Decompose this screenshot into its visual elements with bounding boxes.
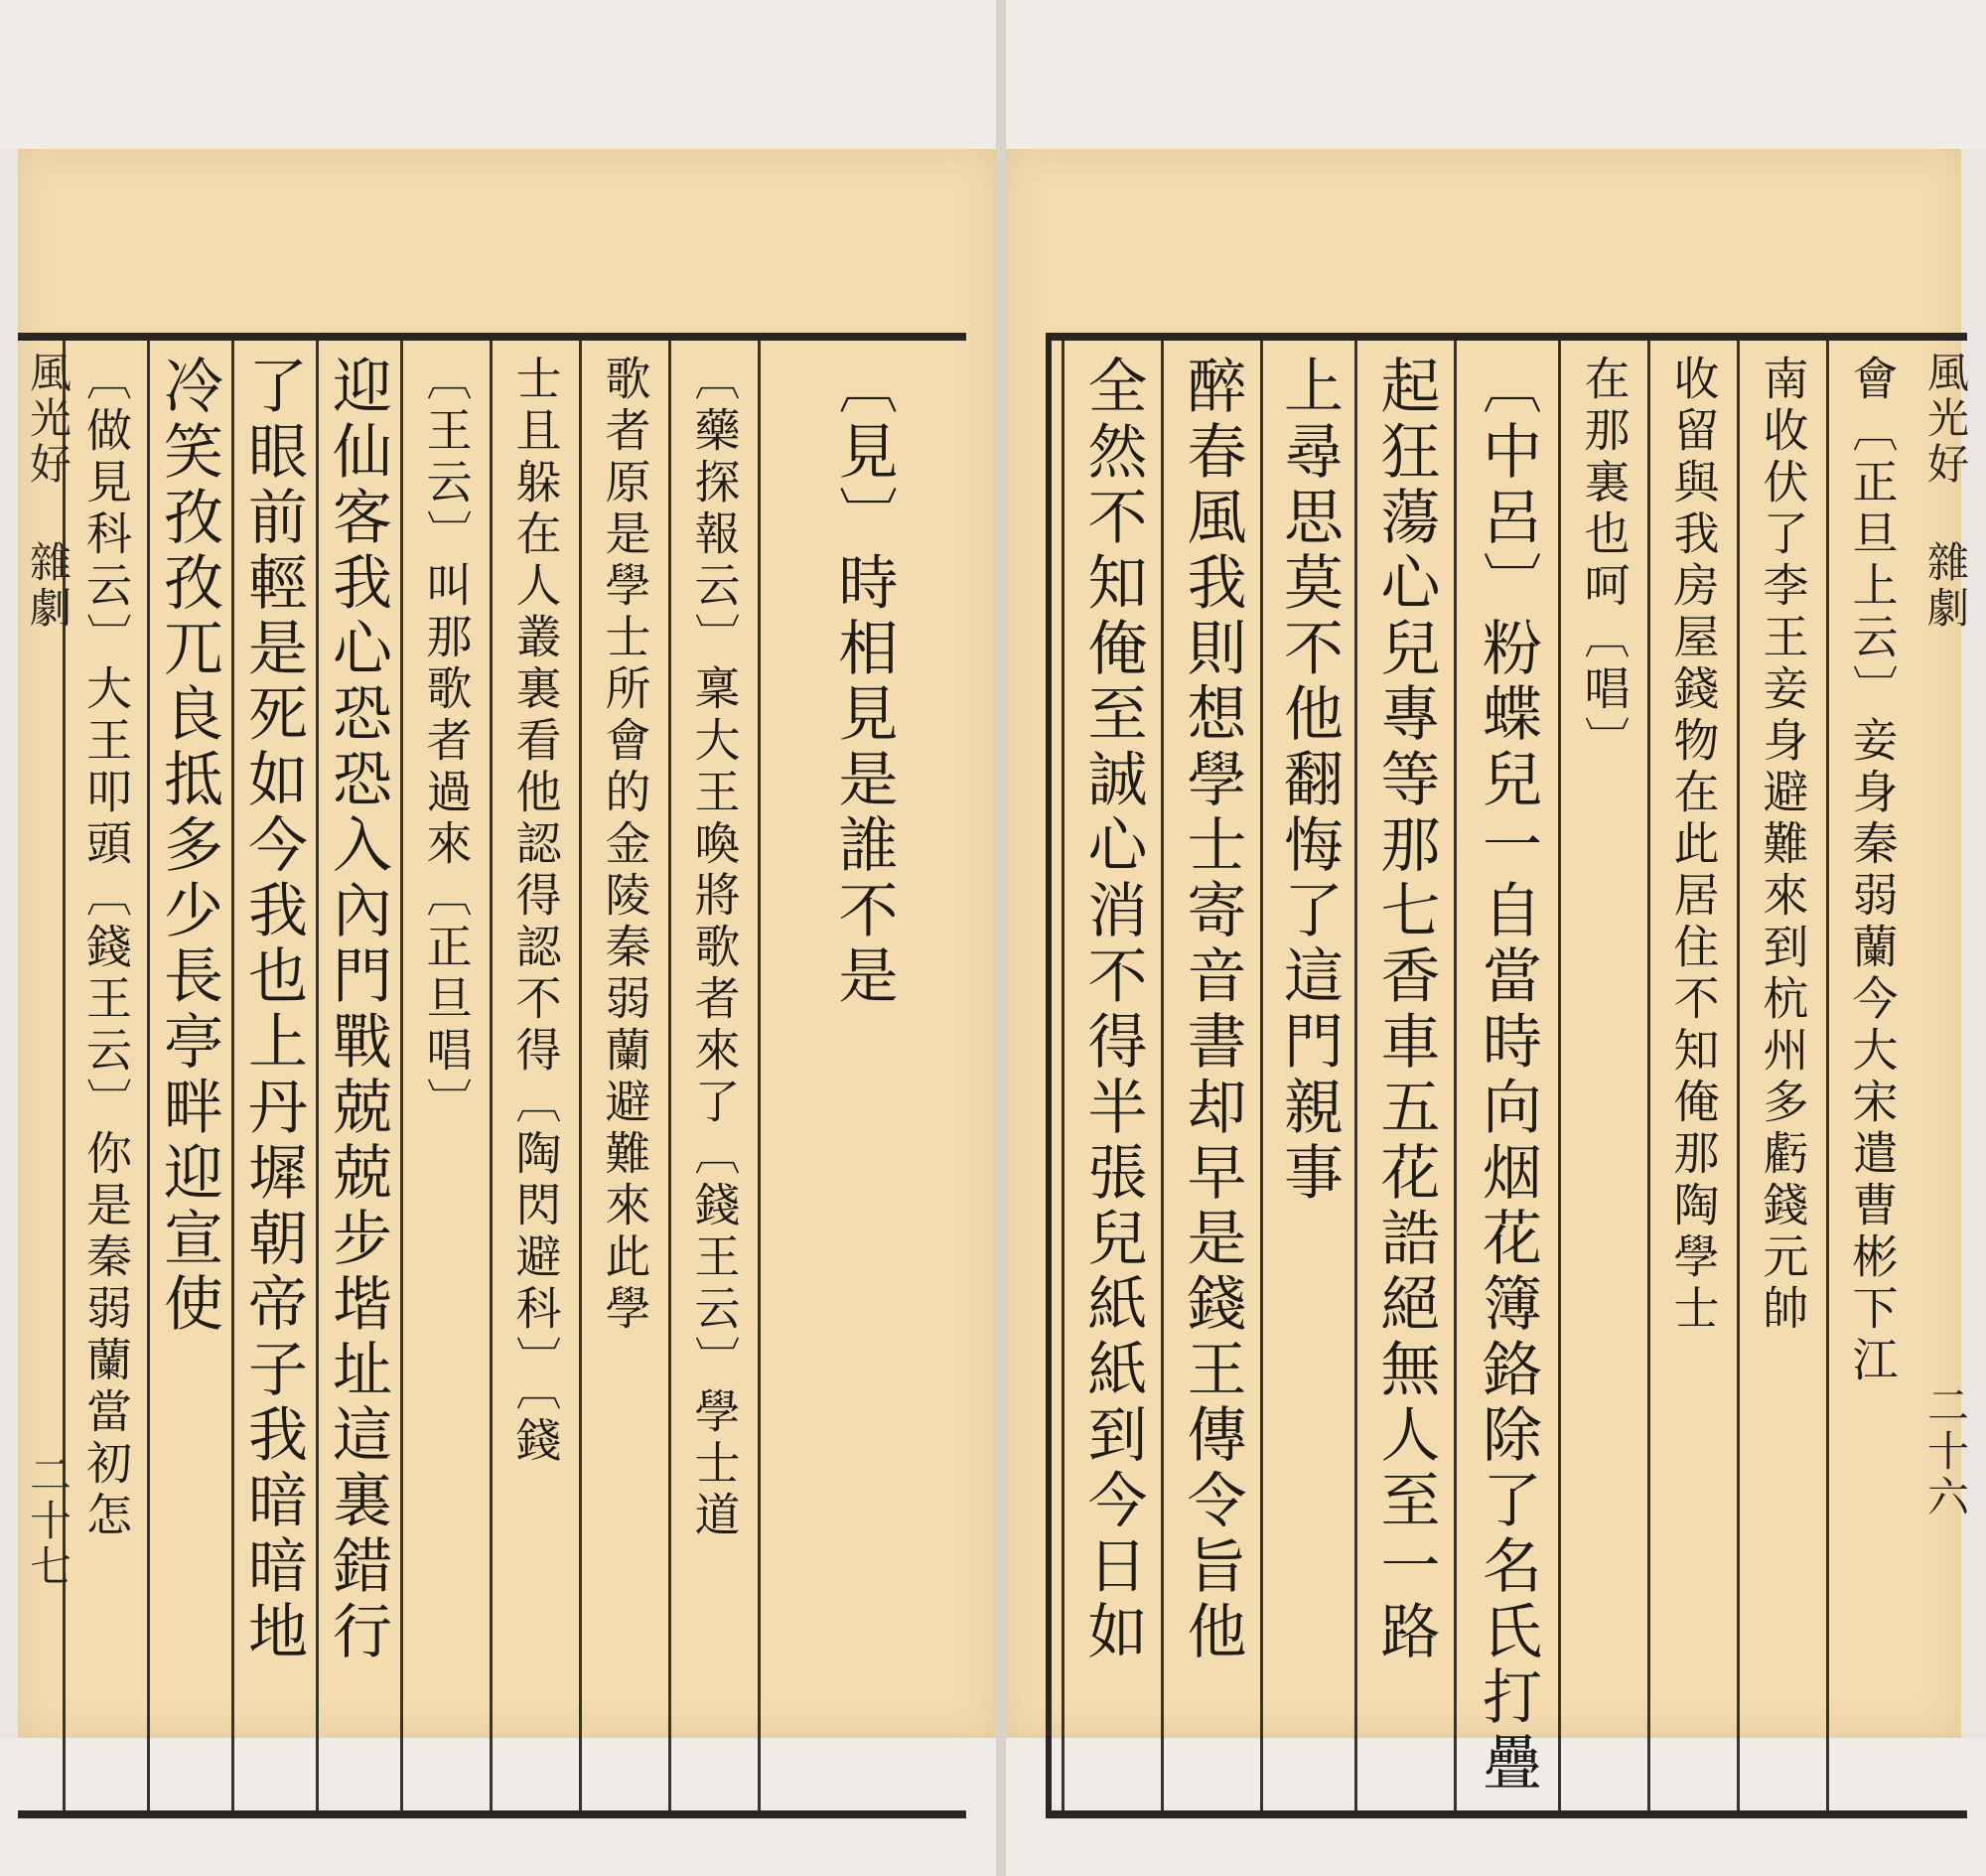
text-column [1454, 341, 1558, 1810]
text-column [1737, 341, 1826, 1810]
column-text: 收留與我房屋錢物在此居住不知俺那陶學士 [1666, 355, 1721, 1336]
text-column [1647, 341, 1737, 1810]
column-text: 在那裏也呵〔唱〕 [1577, 355, 1631, 768]
text-column [1558, 341, 1647, 1810]
text-column [316, 341, 400, 1810]
column-text: 會〔正旦上云〕妾身秦弱蘭今大宋遣曹彬下江 [1845, 355, 1900, 1387]
column-text: 〔藥探報云〕稟大王喚將歌者來了〔錢王云〕學士道 [687, 355, 742, 1542]
column-text: 全然不知俺至誠心消不得半張兒紙紙到今日如 [1077, 355, 1148, 1665]
text-column [758, 341, 966, 1810]
column-text: 冷笑孜孜兀良抵多少長亭畔迎宣使 [154, 355, 223, 1338]
text-column [147, 341, 231, 1810]
right-page-frame [1046, 333, 1970, 1818]
folio-number: 二十六 [1921, 1383, 1970, 1520]
left-page [18, 149, 996, 1738]
text-column [231, 341, 316, 1810]
margin-title: 風光好 雜劇 [24, 351, 72, 632]
text-column [400, 341, 490, 1810]
text-column [1062, 341, 1161, 1810]
column-text: 醉春風我則想學士寄音書却早是錢王傳令旨他 [1177, 355, 1247, 1665]
scan-background-top [0, 0, 1986, 149]
text-column [668, 341, 758, 1810]
text-column [1826, 341, 1915, 1810]
column-text: 起狂蕩心兒專等那七香車五花誥絕無人至一路 [1370, 355, 1441, 1665]
left-page-frame [18, 333, 966, 1818]
column-text: 南收伏了李王妾身避難來到杭州多虧錢元帥 [1756, 355, 1810, 1336]
column-text: 〔見〕時相見是誰不是 [828, 355, 899, 1010]
text-column [1260, 341, 1354, 1810]
column-text: 迎仙客我心恐恐入內門戰兢兢步堦址這裏錯行 [323, 355, 392, 1665]
column-text: 上尋思莫不他翻悔了這門親事 [1274, 355, 1344, 1207]
book-gutter [996, 0, 1006, 1876]
column-text: 〔王云〕叫那歌者過來〔正旦唱〕 [419, 355, 474, 1129]
text-column [1354, 341, 1454, 1810]
folio-number: 二十七 [24, 1453, 72, 1590]
column-text: 歌者原是學士所會的金陵秦弱蘭避難來此學 [598, 355, 652, 1336]
text-column [1161, 341, 1260, 1810]
text-column [490, 341, 579, 1810]
column-text: 士且躲在人叢裏看他認得認不得〔陶閃避科〕〔錢 [508, 355, 563, 1468]
right-page [1006, 149, 1970, 1797]
margin-title: 風光好 雜劇 [1921, 351, 1970, 632]
column-text: 了眼前輕是死如今我也上丹墀朝帝子我暗暗地 [238, 355, 308, 1665]
column-text: 〔做見科云〕大王叩頭〔錢王云〕你是秦弱蘭當初怎 [79, 355, 133, 1542]
text-column [579, 341, 668, 1810]
column-text: 〔中呂〕粉蝶兒一自當時向烟花簿鉻除了名氏打疊 [1473, 355, 1542, 1797]
